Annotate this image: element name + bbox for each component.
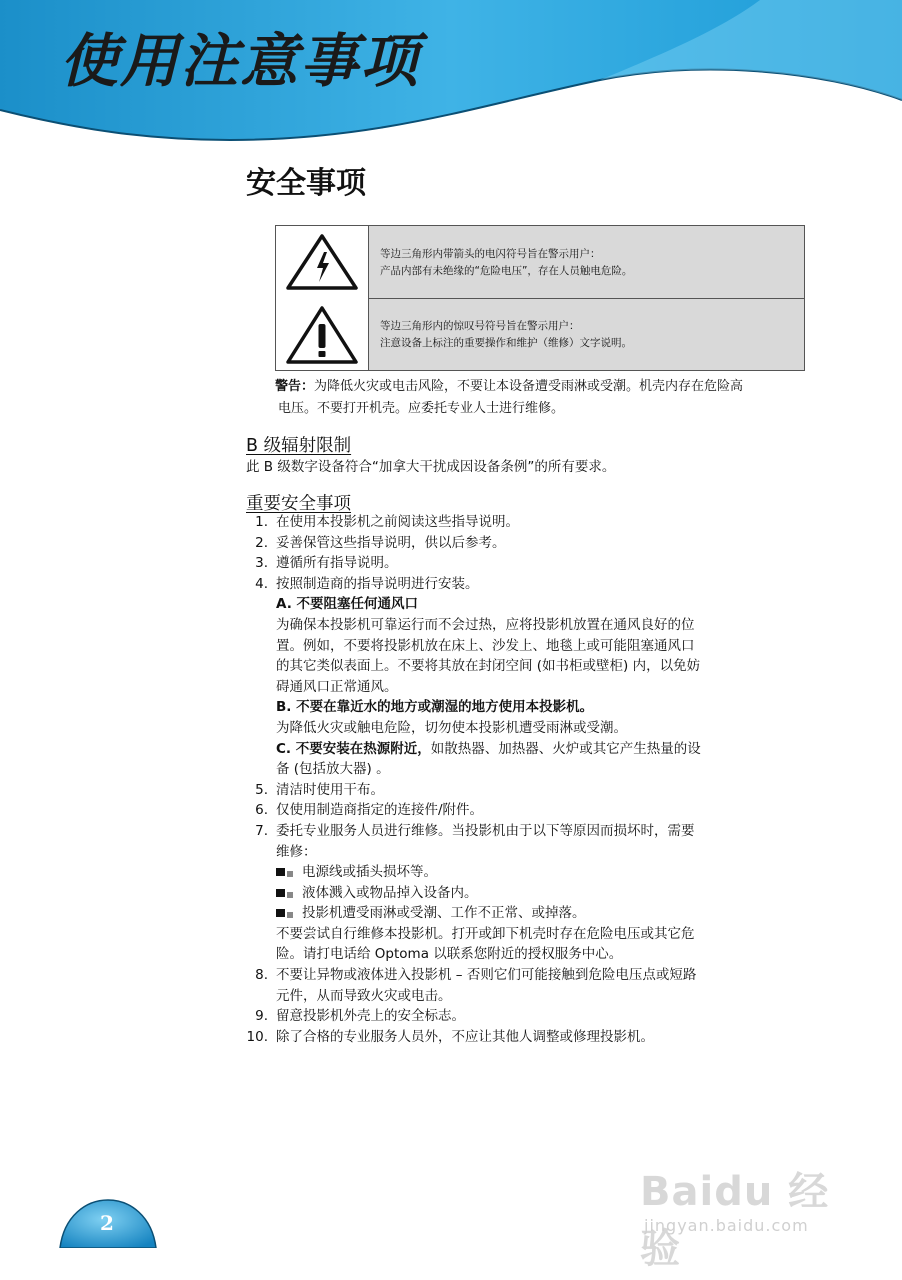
important-safety-heading: 重要安全事项 xyxy=(246,494,351,514)
watermark-brand: Baidu 经验 xyxy=(640,1169,830,1272)
warning-paragraph: 警告：为降低火灾或电击风险，不要让本设备遭受雨淋或受潮。机壳内存在危险高 电压。不要打开机壳。应委托专业人士进行维修。 xyxy=(275,379,744,416)
bullet-item: 液体溅入或物品掉入设备内。 xyxy=(246,883,816,904)
watermark-url: jingyan.baidu.com xyxy=(644,1216,809,1235)
subitem-c: C. 不要安装在热源附近，如散热器、加热器、火炉或其它产生热量的设 xyxy=(276,740,701,757)
class-b-text: 此 B 级数字设备符合“加拿大干扰成因设备条例”的所有要求。 xyxy=(246,459,616,475)
safety-instruction-list: 1. 在使用本投影机之前阅读这些指导说明。 2. 妥善保管这些指导说明，供以后参考。 3. 遵循所有指导说明。 4. 按照制造商的指导说明进行安装。 A. 不要阻塞任何通风口 为确保本投影机可靠运行而不会过热，应将投影机放置在通风良好的位 置。例如，不要将投影机放在床上、沙发上、地毯上或可能阻塞通风口 的其它类似表面上。不要将其放在封闭空间 (如书柜或壁柜) 内，以免妨 碍通风口正常通风。 B. 不要在靠近水的地方或潮湿的地方使用本投影机。 为降低火灾或触电危险，切勿使本投影机遭受雨淋或受潮。 C. 不要安装在热源附近，如散热器、加热器、火炉或其它产生热量的设 备 (包括放大器) 。 5. 清洁时使用干布。 6. 仅使用制造商指定的连接件/附件。 7. 委托专业服务人员进行维修。当投影机由于以下等原因而损坏时，需要 维修： 电源线或插头损坏等。 液体溅入或物品掉入设备内。 投影机遭受雨淋或受潮、工作不正常、或掉落。 不要尝试自行维修本投影机。打开或卸下机壳时存在危险电压或其它危 险。请打电话给 Optoma 以联系您附近的授权服务中心。 8. 不要让异物或液体进入投影机 – 否则它们可能接触到危险电压点或短路 元件，从而导致火灾或电击。 9. 留意投影机外壳上的安全标志。 10. 除了合格的专业服务人员外，不应让其他人调整或修理投影机。 xyxy=(246,512,816,1047)
list-item: 5. 清洁时使用干布。 xyxy=(255,781,384,798)
notice-icon-cell xyxy=(276,226,369,298)
notice-text-lightning: 等边三角形内带箭头的电闪符号旨在警示用户： 产品内部有未绝缘的“危险电压”，存在人员触电危险。 xyxy=(380,248,633,277)
list-item: 1. 在使用本投影机之前阅读这些指导说明。 xyxy=(255,514,519,530)
bullet-item: 电源线或插头损坏等。 xyxy=(246,862,816,883)
list-item: 9. 留意投影机外壳上的安全标志。 xyxy=(255,1008,465,1025)
notice-text-exclamation: 等边三角形内的惊叹号符号旨在警示用户： 注意设备上标注的重要操作和维护（维修）文字说明。 xyxy=(380,320,632,349)
warning-lead: 警告： xyxy=(275,379,315,394)
list-item: 6. 仅使用制造商指定的连接件/附件。 xyxy=(255,802,484,819)
list-item: 8. 不要让异物或液体进入投影机 – 否则它们可能接触到危险电压点或短路 xyxy=(255,967,697,984)
square-bullet-icon xyxy=(276,867,302,877)
list-item: 10. 除了合格的专业服务人员外，不应让其他人调整或修理投影机。 xyxy=(246,1028,654,1045)
subitem-b-heading: B. 不要在靠近水的地方或潮湿的地方使用本投影机。 xyxy=(276,699,594,716)
page-header-title: 使用注意事项 xyxy=(60,27,421,95)
notice-icon-cell xyxy=(276,298,369,370)
list-item: 4. 按照制造商的指导说明进行安装。 xyxy=(255,575,479,592)
list-item: 7. 委托专业服务人员进行维修。当投影机由于以下等原因而损坏时，需要 xyxy=(255,822,695,839)
list-item: 3. 遵循所有指导说明。 xyxy=(255,555,398,572)
lightning-warning-icon xyxy=(284,232,360,292)
section-title: 安全事项 xyxy=(246,166,366,201)
exclamation-warning-icon xyxy=(284,304,360,366)
bullet-item: 投影机遭受雨淋或受潮、工作不正常、或掉落。 xyxy=(246,903,816,924)
page-number: 2 xyxy=(100,1211,114,1235)
square-bullet-icon xyxy=(276,888,302,898)
square-bullet-icon xyxy=(276,908,302,918)
class-b-heading: B 级辐射限制 xyxy=(246,436,352,456)
list-item: 2. 妥善保管这些指导说明，供以后参考。 xyxy=(255,534,506,551)
subitem-a-heading: A. 不要阻塞任何通风口 xyxy=(276,596,419,613)
baidu-watermark xyxy=(640,1148,860,1272)
